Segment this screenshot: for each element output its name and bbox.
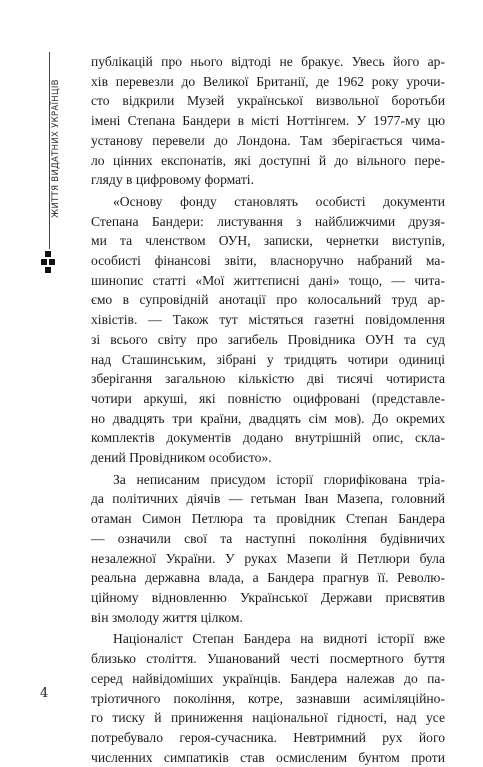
text-line: ми та членством ОУН, записки, чернетки виступів, [91, 233, 445, 249]
text-line: ло цінних експонатів, які доступні й до вільного пере- [91, 152, 445, 168]
paragraph-4 [91, 629, 445, 767]
text-line: реальна державна влада, а Бандера прагнув її. Револю- [91, 570, 445, 586]
text-line: сто відкрили Музей української визвольної боротьби [91, 93, 445, 109]
text-line: близько століття. Ушанований честі посмертного буття [91, 651, 445, 667]
text-line: отаман Симон Петлюра та провідник Степан Бандера [91, 511, 445, 527]
text-line: комплектів документів додано внутрішній опис, скла- [91, 430, 445, 446]
text-line: ємо в супровідній анотації про колосальний труд ар- [91, 292, 445, 308]
text-line: тріотичного покоління, котре, зазнавши асиміляційно- [91, 690, 445, 706]
paragraph-2 [91, 192, 445, 468]
text-line: особисті фінансові звіти, власноручно набраний ма- [91, 253, 445, 269]
text-line: зі всього світу про загибель Провідника ОУН та суд [91, 331, 445, 347]
text-line: дений Провідником особисто». [91, 450, 272, 466]
text-line: зберігання загальною кількістю дві тисячі чотириста [91, 371, 445, 387]
text-line: потребувало героя-сучасника. Невтримний рух його [91, 729, 445, 745]
body-text [91, 52, 445, 767]
text-line: шинопис статті «Мої життєписні дані» тощо, — чита- [91, 272, 445, 288]
text-line: ційному відновленню Української Держави присвятив [91, 589, 445, 605]
text-line: імені Степана Бандери в місті Ноттінгем. У 1977-му цю [91, 113, 445, 129]
side-rail [0, 0, 62, 742]
text-line: над Сташинським, зібрані у тридцять чотири одиниці [91, 351, 445, 367]
text-line: Націоналіст Степан Бандера на видноті історії вже [113, 631, 445, 647]
page-number: 4 [40, 686, 49, 701]
paragraph-1 [91, 52, 445, 190]
text-line: — означили свої та наступні покоління будівничих [91, 530, 445, 546]
text-line: Степана Бандери: листування з найближчими друзя- [91, 213, 445, 229]
text-line: численних симпатиків став осмисленим бунтом проти [91, 749, 445, 765]
text-line: го тиску й приниження національної гідності, над усе [91, 710, 445, 726]
text-line: незалежної України. У руках Мазепи й Петлюри була [91, 550, 445, 566]
text-line: «Основу фонду становлять особисті документи [113, 193, 445, 209]
vertical-rule [49, 52, 50, 249]
text-line: чотири аркуші, які повністю оцифровані (представле- [91, 390, 445, 406]
text-line: За неписаним присудом історії глорифікована тріа- [113, 471, 445, 487]
text-line: він змолоду життя цілком. [91, 609, 243, 625]
text-line: да політичних діячів — гетьман Іван Мазепа, головний [91, 491, 445, 507]
text-line: хів перевезли до Великої Британії, де 1962 року урочи- [91, 73, 445, 89]
text-line: установу перевели до Лондона. Там зберігається чима- [91, 132, 445, 148]
text-line: но двадцять три країни, двадцять сім мов). До окремих [91, 410, 445, 426]
text-line: серед найвідоміших українців. Бандера належав до па- [91, 670, 445, 686]
running-head: ЖИТТЯ ВИДАТНИХ УКРАЇНЦІВ [51, 79, 61, 218]
corner-ornament-icon [41, 251, 55, 273]
paragraph-3 [91, 470, 445, 628]
text-line: гляду в цифровому форматі. [91, 172, 254, 188]
text-line: хівістів. — Також тут містяться газетні повідомлення [91, 312, 445, 328]
text-line: публікацій про нього відтоді не бракує. Увесь його ар- [91, 54, 445, 69]
